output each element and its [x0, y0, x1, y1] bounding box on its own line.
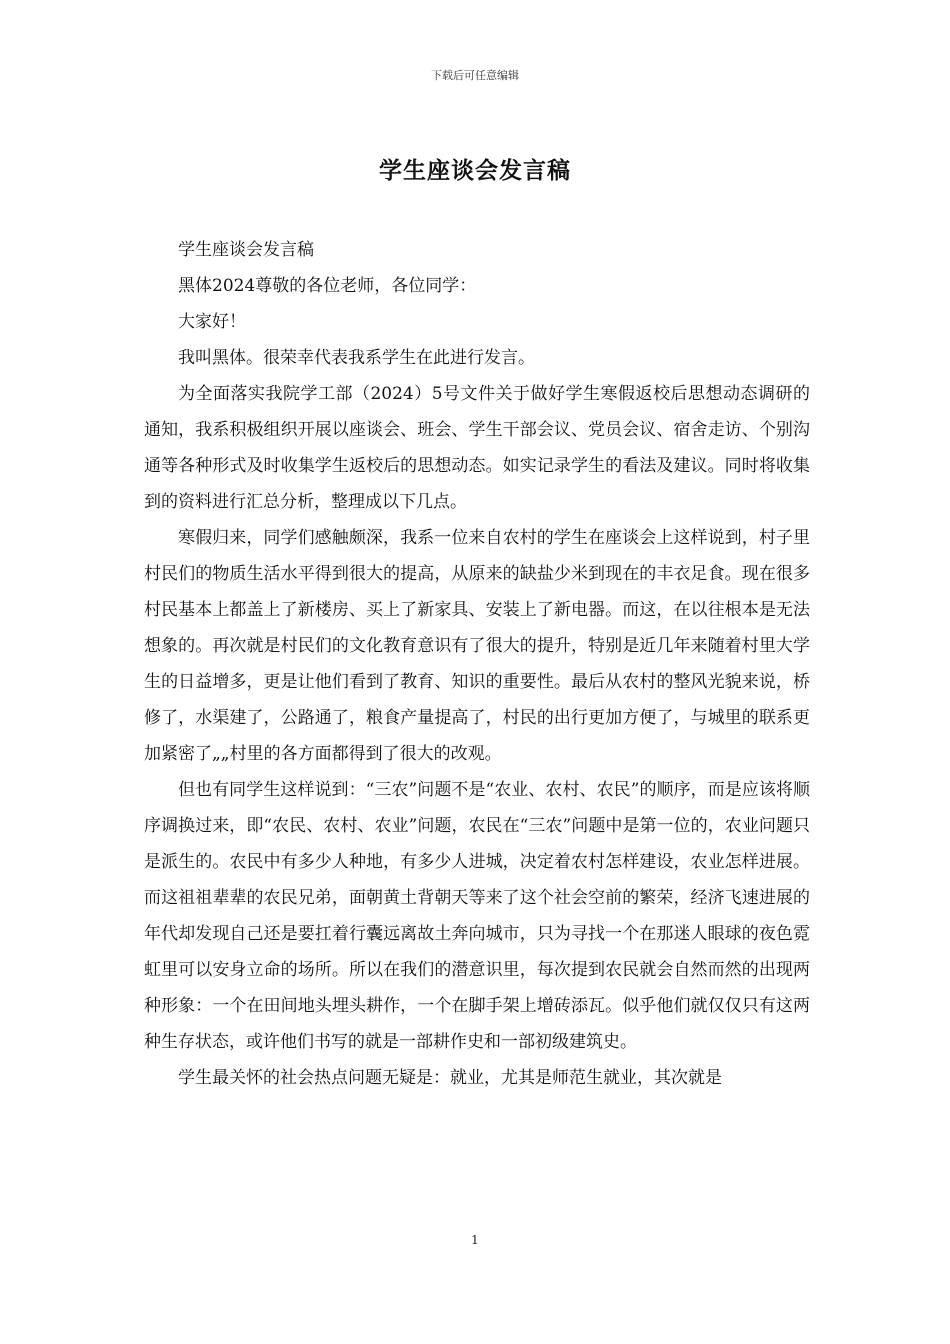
paragraph-background: 为全面落实我院学工部（2024）5号文件关于做好学生寒假返校后思想动态调研的通知，我系积极组织开展以座谈会、班会、学生干部会议、党员会议、宿舍走访、个别沟通等各种形式及时收集学生返校后的思想动态。如实记录学生的看法及建议。同时将收集到的资料进行汇总分析，整理成以下几点。	[144, 384, 810, 512]
paragraph-village-changes: 寒假归来，同学们感触颇深，我系一位来自农村的学生在座谈会上这样说到，村子里村民们的物质生活水平得到很大的提高，从原来的缺盐少米到现在的丰衣足食。现在很多村民基本上都盖上了新楼房、买上了新家具、安装上了新电器。而这，在以往根本是无法想象的。再次就是村民们的文化教育意识有了很大的提升，特别是近几年来随着村里大学生的日益增多，更是让他们看到了教育、知识的重要性。最后从农村的整风光貌来说，桥修了，水渠建了，公路通了，粮食产量提高了，村民的出行更加方便了，与城里的联系更加紧密了„„村里的各方面都得到了很大的改观。	[144, 528, 810, 764]
paragraph-introduction: 我叫黑体。很荣幸代表我系学生在此进行发言。	[178, 348, 535, 368]
paragraph-hot-topics: 学生最关怀的社会热点问题无疑是：就业，尤其是师范生就业，其次就是	[178, 1068, 722, 1088]
paragraph-salutation: 黑体2024尊敬的各位老师，各位同学：	[178, 276, 477, 296]
paragraph-heading-repeat: 学生座谈会发言稿	[178, 240, 314, 260]
document-body	[144, 232, 810, 1096]
paragraph-three-rural-issues: 但也有同学生这样说到：“三农”问题不是“农业、农村、农民”的顺序，而是应该将顺序调换过来，即“农民、农村、农业”问题，农民在“三农”问题中是第一位的，农业问题只是派生的。农民中有多少人种地，有多少人进城，决定着农村怎样建设，农业怎样进展。而这祖祖辈辈的农民兄弟，面朝黄土背朝天等来了这个社会空前的繁荣，经济飞速进展的年代却发现自己还是要扛着行囊远离故土奔向城市，只为寻找一个在那迷人眼球的夜色霓虹里可以安身立命的场所。所以在我们的潜意识里，每次提到农民就会自然而然的出现两种形象：一个在田间地头埋头耕作，一个在脚手架上增砖添瓦。似乎他们就仅仅只有这两种生存状态，或许他们书写的就是一部耕作史和一部初级建筑史。	[144, 780, 810, 1052]
document-title: 学生座谈会发言稿	[379, 157, 571, 184]
header-note: 下载后可任意编辑	[431, 69, 519, 82]
page-number: 1	[471, 1233, 479, 1247]
paragraph-greeting: 大家好！	[178, 312, 246, 332]
